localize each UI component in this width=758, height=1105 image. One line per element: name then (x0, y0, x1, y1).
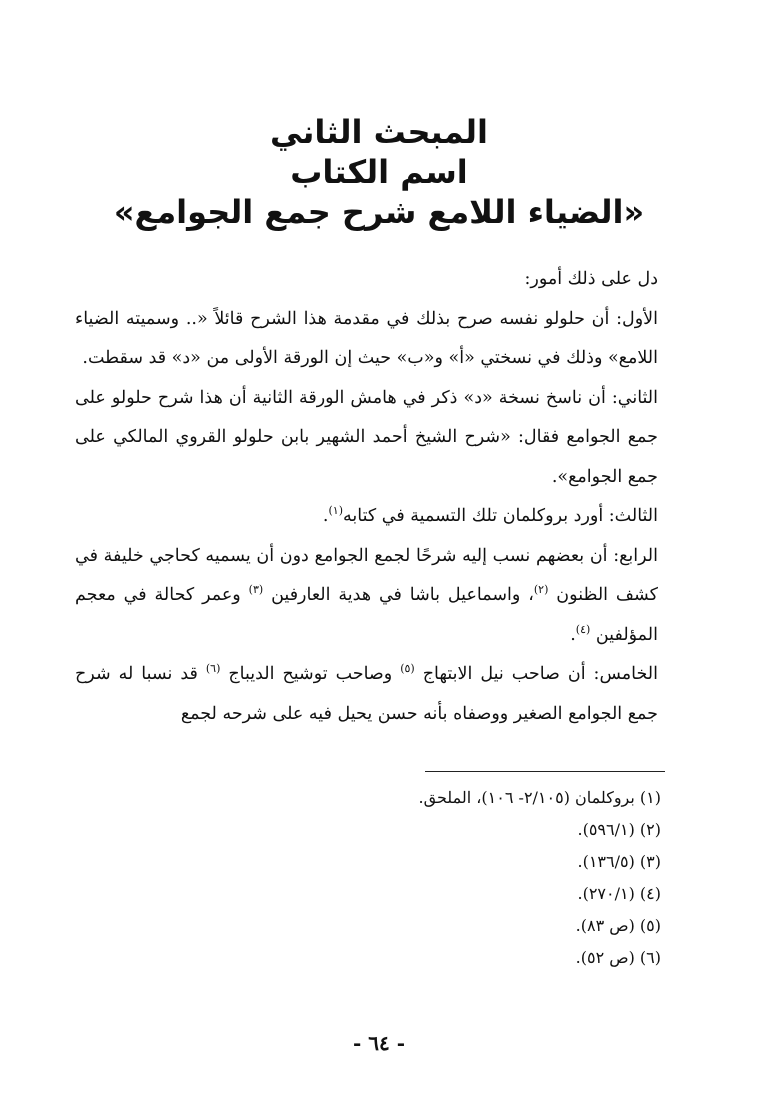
footnote-separator (425, 771, 665, 772)
footnote-item: (١) بروكلمان (٢/١٠٥- ١٠٦)، الملحق. (418, 788, 661, 807)
paragraph-third-end: . (322, 506, 329, 526)
paragraph-third (75, 497, 683, 537)
paragraph-fourth-part2: ، واسماعيل باشا في هدية العارفين (271, 585, 534, 605)
footnote-item: (٢) (٥٩٦/١). (577, 820, 661, 839)
paragraph-second: الثاني: أن ناسخ نسخة «د» ذكر في هامش الورقة الثانية أن هذا شرح حلولو على جمع الجوامع فقال: «شرح الشيخ أحمد الشهير بابن حلولو القروي المالكي على جمع الجوامع». (75, 387, 658, 487)
body-text (75, 260, 683, 734)
paragraph-fourth-end: . (570, 624, 576, 645)
paragraph-third-text: الثالث: أورد بروكلمان تلك التسمية في كتابه (343, 506, 658, 526)
paragraph-fifth (75, 655, 683, 734)
footnote-item: (٣) (١٣٦/٥). (577, 852, 661, 871)
paragraph-fifth-part2: وصاحب توشيح الديباج (228, 664, 401, 684)
footnote-ref-5: (٥) (400, 662, 415, 676)
paragraph-intro: دل على ذلك أمور: (524, 269, 658, 289)
paragraph-fifth-part3: قد نسبا له شرح جمع الجوامع الصغير ووصفاه بأنه حسن يحيل فيه على شرحه لجمع (75, 664, 658, 724)
footnote-item: (٥) (ص ٨٣). (575, 916, 661, 935)
footnote-ref-4: (٤) (575, 622, 591, 636)
paragraph-fourth-part3: وعمر كحالة في معجم المؤلفين (75, 585, 658, 645)
paragraph-first: الأول: أن حلولو نفسه صرح بذلك في مقدمة هذا الشرح قائلاً «.. وسميته الضياء اللامع» وذلك في نسختي «أ» و«ب» حيث إن الورقة الأولى من «د» قد سقطت. (75, 308, 658, 368)
book-title: «الضياء اللامع شرح جمع الجوامع» (113, 193, 645, 231)
footnote-ref-2: (٢) (533, 583, 549, 597)
footnote-ref-6: (٦) (205, 662, 221, 676)
paragraph-fifth-part1: الخامس: أن صاحب نيل الابتهاج (422, 664, 658, 684)
page-number: - ٦٤ - (352, 1031, 405, 1055)
section-subtitle: اسم الكتاب (290, 153, 468, 191)
footnote-item: (٦) (ص ٥٢). (575, 948, 661, 967)
footnote-ref-1: (١) (328, 504, 344, 518)
footnotes-list (419, 782, 661, 974)
paragraph-fourth-part1: الرابع: أن بعضهم نسب إليه شرحًا لجمع الجوامع دون أن يسميه كحاجي خليفة في كشف الظنون (75, 545, 658, 605)
footnote-item: (٤) (٢٧٠/١). (577, 884, 661, 903)
section-number-title: المبحث الثاني (269, 113, 489, 151)
paragraph-fourth (75, 537, 683, 656)
footnote-ref-3: (٣) (248, 583, 264, 597)
